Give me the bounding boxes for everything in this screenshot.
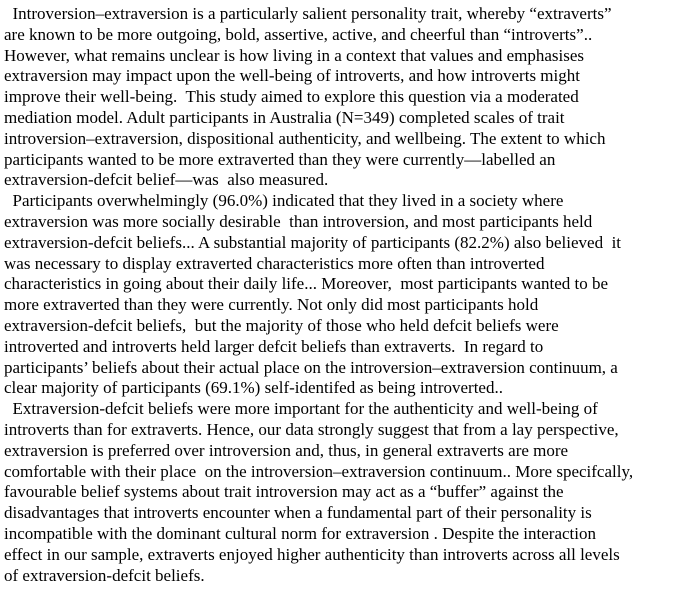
- text-line: Introversion–extraversion is a particularly salient personality trait, whereby “extraverts”: [4, 4, 612, 23]
- text-line: was necessary to display extraverted characteristics more often than introverted: [4, 253, 545, 273]
- text-line: introverts than for extraverts. Hence, our data strongly suggest that from a lay perspective,: [4, 419, 619, 439]
- text-line: participants wanted to be more extraverted than they were currently—labelled an: [4, 149, 556, 169]
- text-line: disadvantages that introverts encounter when a fundamental part of their personality is: [4, 503, 592, 523]
- text-line: mediation model. Adult participants in Australia (N=349) completed scales of trait: [4, 107, 565, 127]
- text-line: favourable belief systems about trait introversion may act as a “buffer” against the: [4, 482, 564, 502]
- text-line: of extraversion-defcit beliefs.: [4, 565, 205, 585]
- text-line: comfortable with their place on the introversion–extraversion continuum.. More specifcally,: [4, 461, 634, 481]
- text-line: Participants overwhelmingly (96.0%) indicated that they lived in a society where: [4, 191, 564, 211]
- text-line: extraversion was more socially desirable than introversion, and most participants held: [4, 211, 593, 231]
- paragraph-3: [4, 399, 682, 586]
- text-line: improve their well-being. This study aimed to explore this question via a moderated: [4, 87, 579, 107]
- text-line: clear majority of participants (69.1%) self-identifed as being introverted..: [4, 378, 503, 398]
- text-line: effect in our sample, extraverts enjoyed higher authenticity than introverts across all levels: [4, 544, 620, 564]
- paragraph-1: [4, 4, 682, 191]
- text-line: participants’ beliefs about their actual place on the introversion–extraversion continuum, a: [4, 357, 618, 377]
- text-line: are known to be more outgoing, bold, assertive, active, and cheerful than “introverts”..: [4, 24, 593, 44]
- text-line: extraversion may impact upon the well-being of introverts, and how introverts might: [4, 66, 580, 86]
- paragraph-2: [4, 191, 682, 399]
- text-line: incompatible with the dominant cultural norm for extraversion . Despite the interaction: [4, 523, 596, 543]
- text-line: extraversion-defcit beliefs, but the majority of those who held defcit beliefs were: [4, 315, 559, 335]
- text-line: extraversion is preferred over introversion and, thus, in general extraverts are more: [4, 440, 569, 460]
- text-line: introverted and introverts held larger defcit beliefs than extraverts. In regard to: [4, 336, 544, 356]
- text-line: Extraversion-defcit beliefs were more important for the authenticity and well-being of: [4, 399, 598, 419]
- text-line: introversion–extraversion, dispositional authenticity, and wellbeing. The extent to which: [4, 128, 606, 148]
- document-body: [4, 4, 682, 586]
- text-line: However, what remains unclear is how living in a context that values and emphasises: [4, 45, 584, 65]
- text-line: extraversion-defcit beliefs... A substantial majority of participants (82.2%) also believed it: [4, 232, 622, 252]
- text-line: more extraverted than they were currently. Not only did most participants hold: [4, 295, 539, 315]
- text-line: extraversion-defcit belief—was also measured.: [4, 170, 329, 190]
- text-line: characteristics in going about their daily life... Moreover, most participants wanted to be: [4, 274, 609, 294]
